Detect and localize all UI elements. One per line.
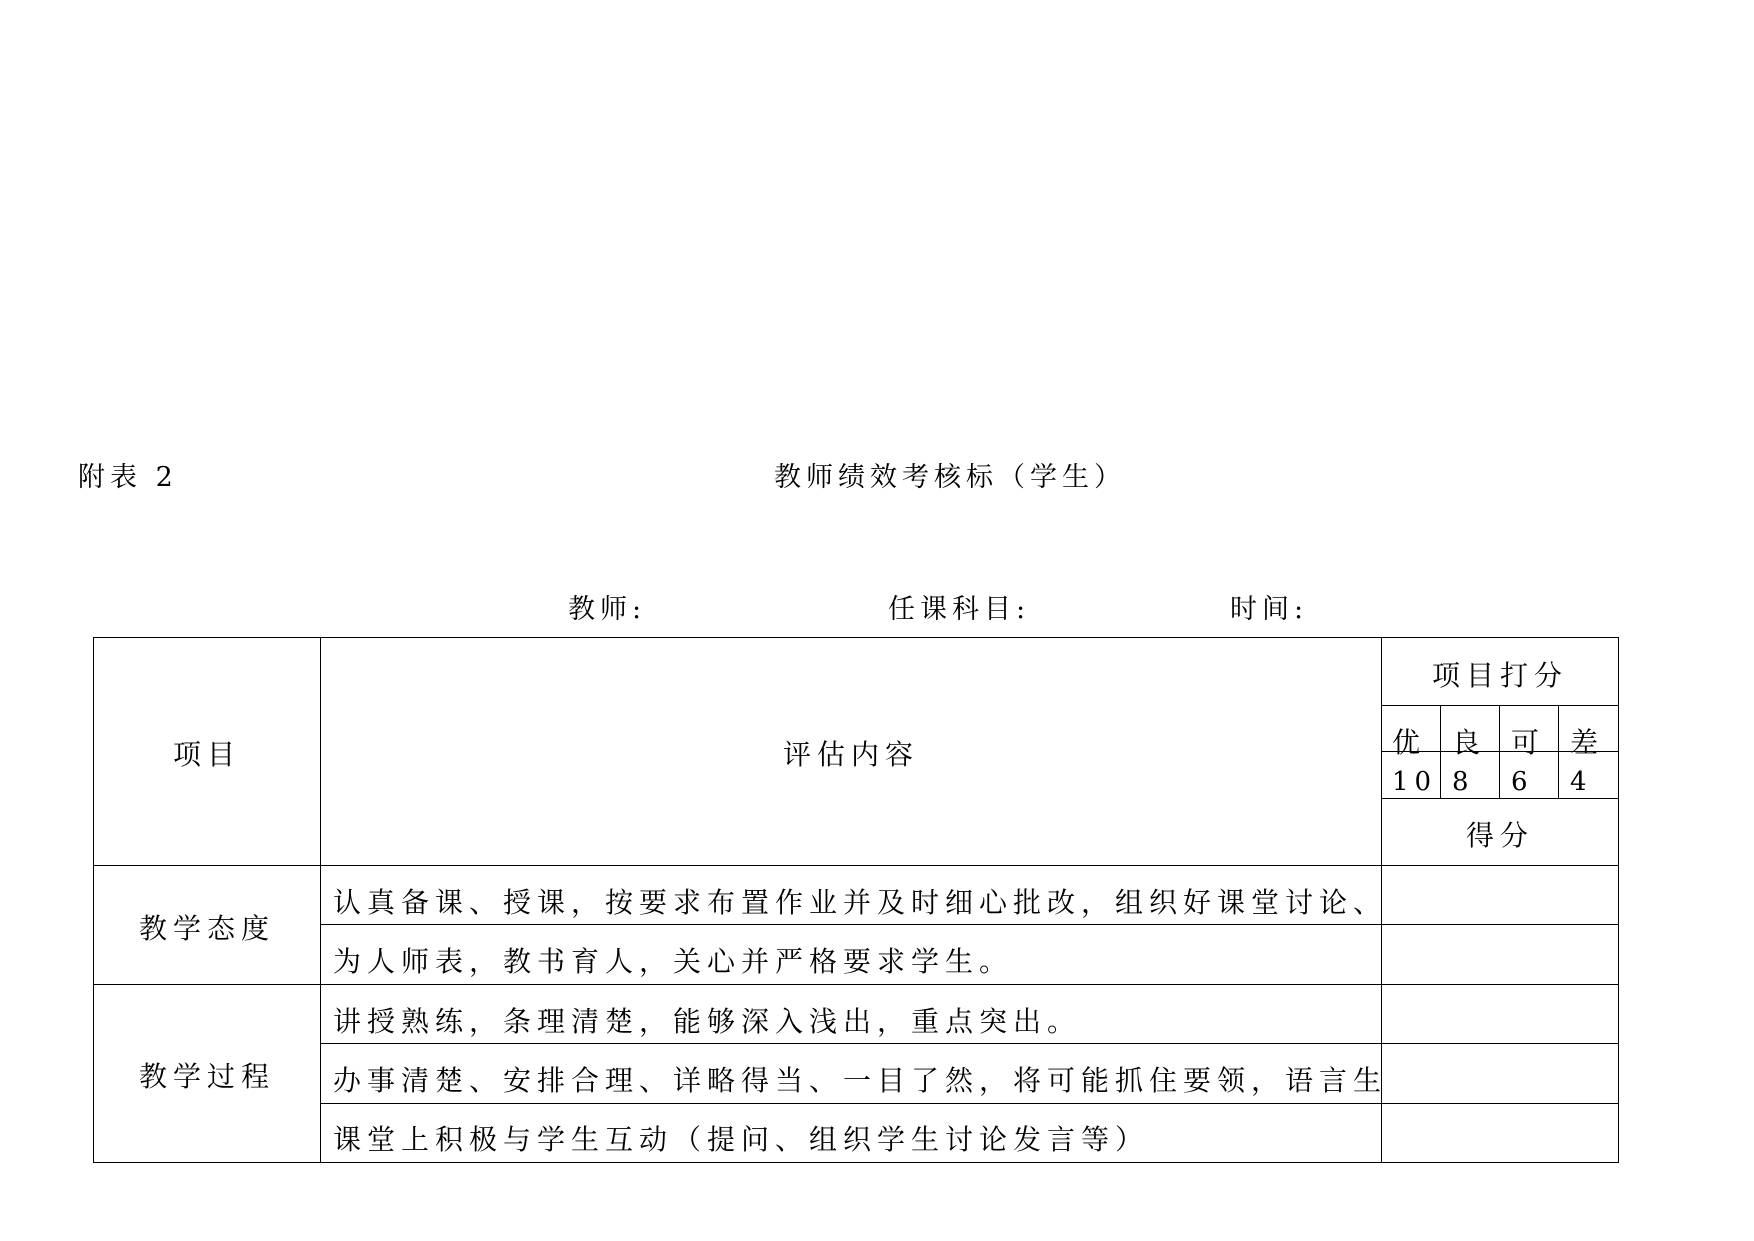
- row-divider-4: [320, 1103, 1619, 1104]
- table-border-bottom: [93, 1162, 1619, 1163]
- table-row: 课堂上积极与学生互动（提问、组织学生讨论发言等）: [333, 1123, 1150, 1156]
- table-border-right: [1618, 637, 1619, 1163]
- header-score: 得分: [1465, 819, 1535, 852]
- table-row: 认真备课、授课，按要求布置作业并及时细心批改，组织好课堂讨论、: [333, 886, 1388, 919]
- section-name-attitude: 教学态度: [138, 912, 276, 945]
- attachment-label: 附表 2: [78, 462, 178, 493]
- document-title: 教师绩效考核标（学生）: [774, 462, 1126, 493]
- scoring-header-divider: [1381, 705, 1619, 706]
- points-good: 8: [1452, 767, 1475, 797]
- table-row: 讲授熟练，条理清楚，能够深入浅出，重点突出。: [333, 1005, 1082, 1038]
- grade-excellent: 优: [1392, 726, 1427, 759]
- points-poor: 4: [1570, 767, 1593, 797]
- header-bottom-line: [93, 865, 1619, 866]
- subject-field-label: 任课科目:: [888, 594, 1031, 625]
- header-scoring: 项目打分: [1431, 659, 1569, 692]
- grade-fair: 可: [1511, 726, 1546, 759]
- header-content: 评估内容: [782, 738, 920, 771]
- teacher-field-label: 教师:: [568, 594, 647, 625]
- table-row: 为人师表，教书育人，关心并严格要求学生。: [333, 945, 1014, 978]
- grade-good: 良: [1452, 726, 1487, 759]
- header-item: 项目: [172, 738, 242, 771]
- score-divider: [1381, 798, 1619, 799]
- grade-poor: 差: [1570, 726, 1605, 759]
- time-field-label: 时间:: [1230, 594, 1309, 625]
- section-name-process: 教学过程: [138, 1060, 276, 1093]
- row-divider-1: [320, 924, 1619, 925]
- points-excellent: 10: [1392, 767, 1438, 797]
- section-divider: [93, 984, 1619, 985]
- table-border-left: [93, 637, 94, 1163]
- row-divider-3: [320, 1043, 1619, 1044]
- table-row: 办事清楚、安排合理、详略得当、一目了然，将可能抓住要领，语言生: [333, 1064, 1388, 1097]
- table-border-top: [93, 637, 1619, 638]
- table-divider-item: [320, 637, 321, 1163]
- points-fair: 6: [1511, 767, 1534, 797]
